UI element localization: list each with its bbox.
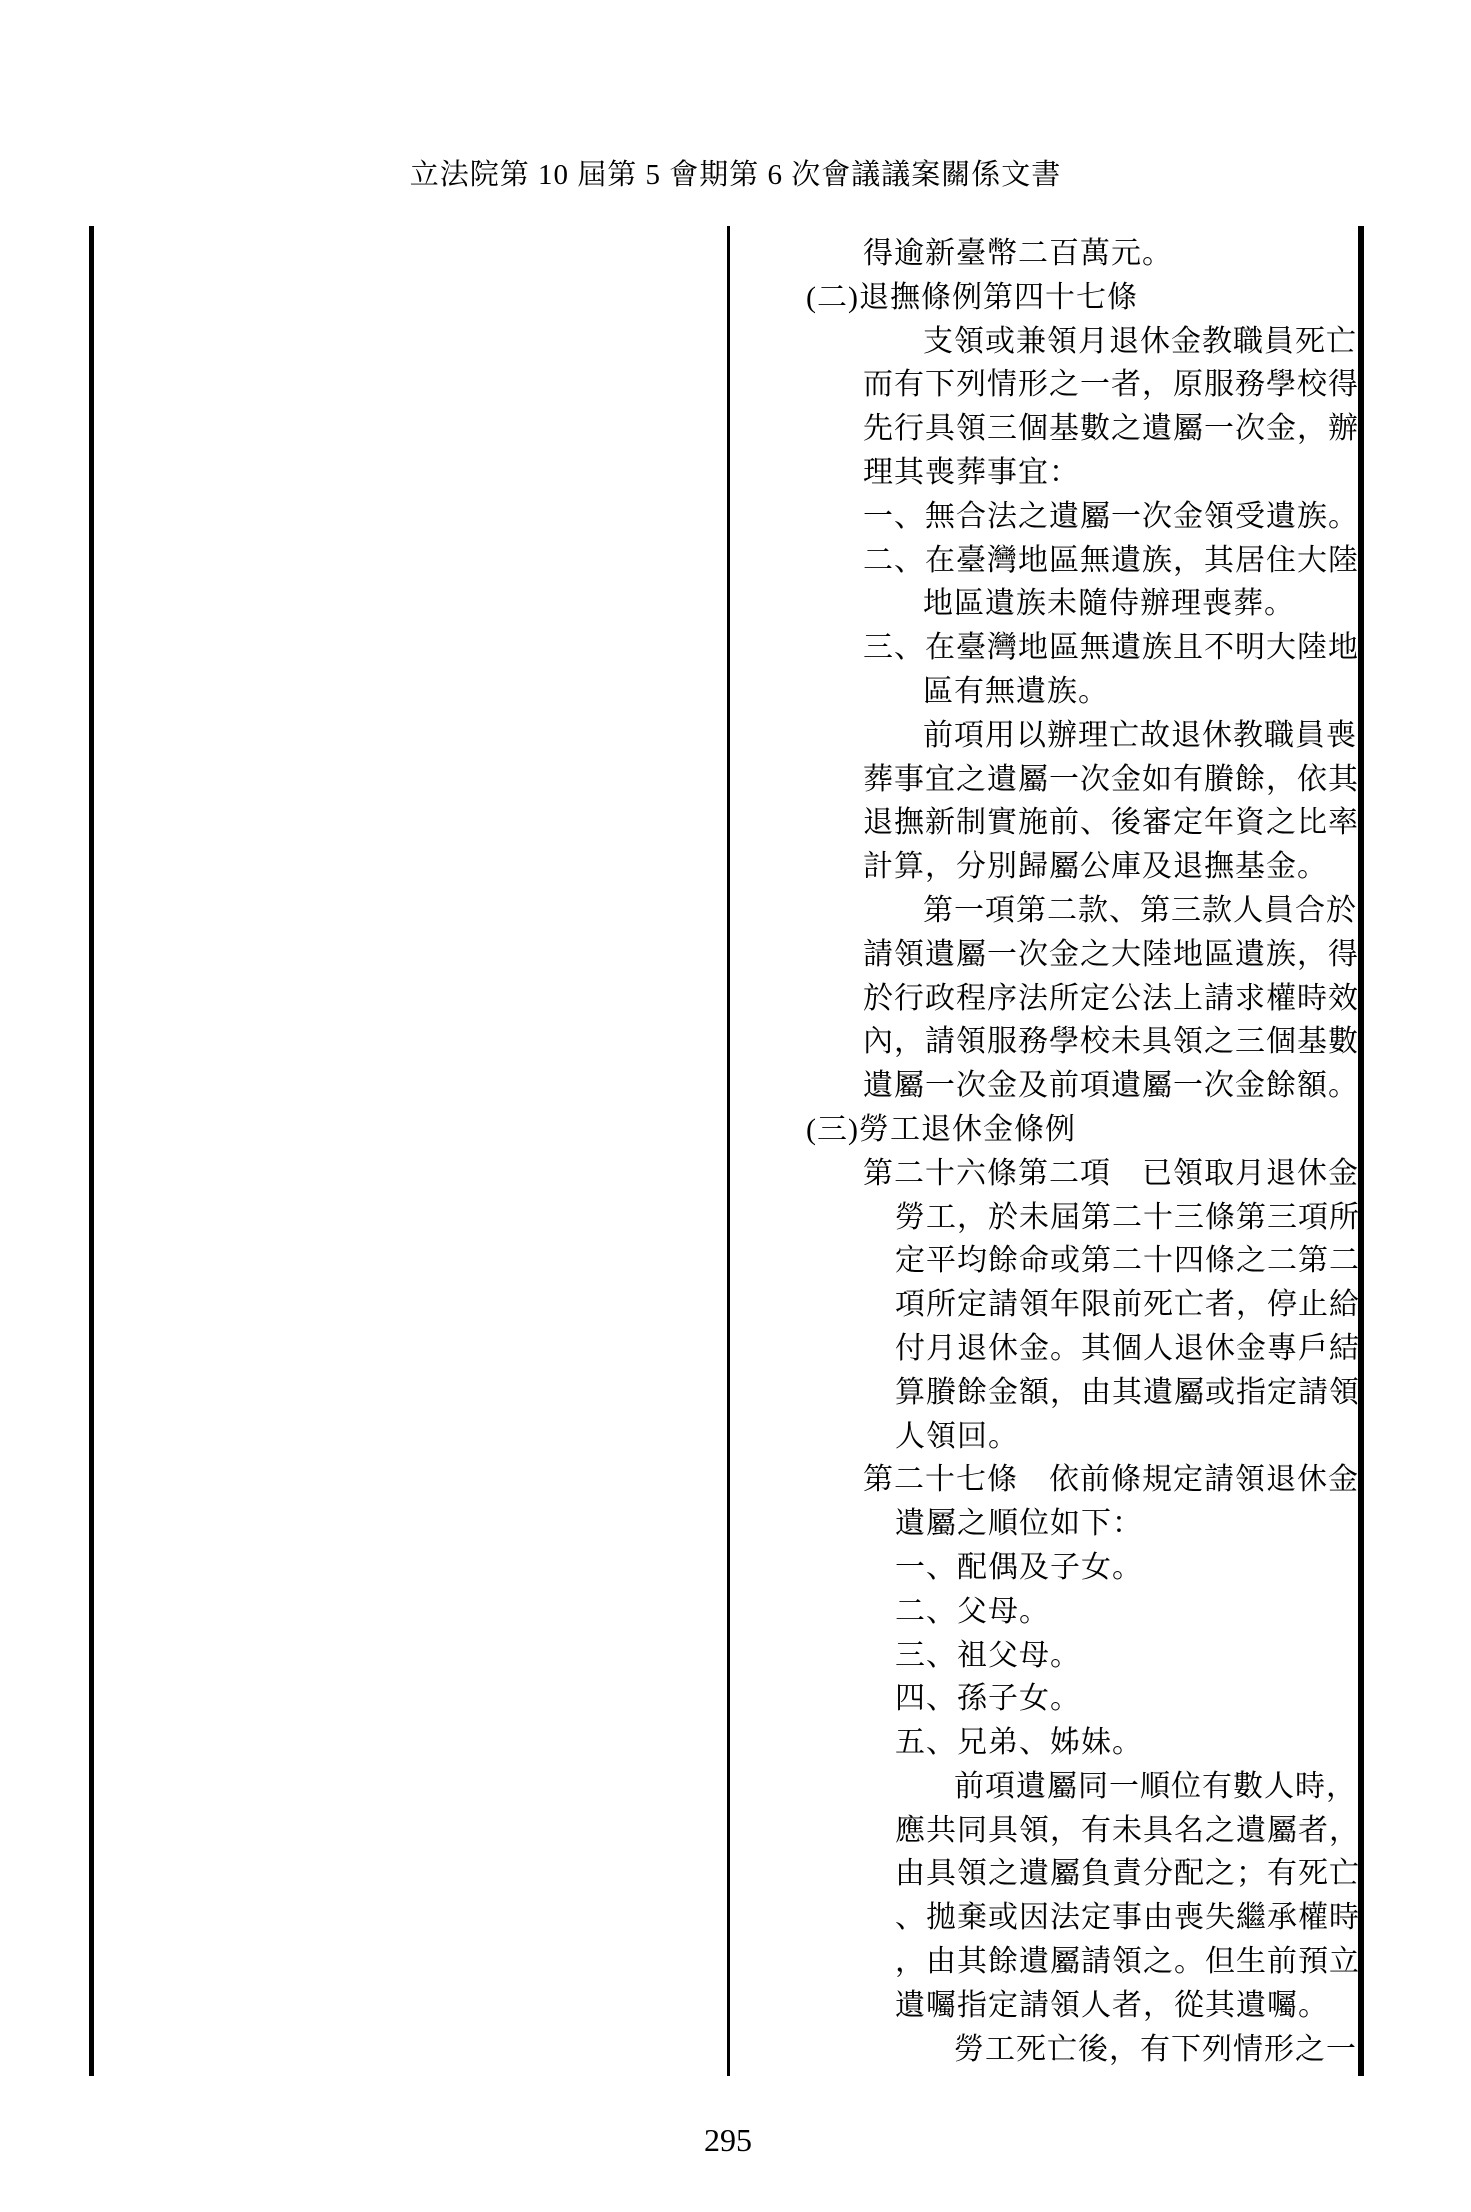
text-line: 請領遺屬一次金之大陸地區遺族，得 bbox=[863, 937, 1359, 971]
text-line: 一、配偶及子女。 bbox=[895, 1550, 1143, 1584]
text-line: 得逾新臺幣二百萬元。 bbox=[863, 237, 1173, 270]
text-line: 一、無合法之遺屬一次金領受遺族。 bbox=[863, 499, 1359, 533]
text-line: 第二十七條 依前條規定請領退休金 bbox=[863, 1463, 1359, 1497]
page-header: 立法院第 10 屆第 5 會期第 6 次會議議案關係文書 bbox=[409, 159, 1062, 191]
text-line: 第一項第二款、第三款人員合於 bbox=[923, 893, 1357, 927]
text-line: 算賸餘金額，由其遺屬或指定請領 bbox=[895, 1375, 1360, 1409]
text-line: 遺屬之順位如下： bbox=[895, 1507, 1143, 1541]
text-line: 由具領之遺屬負責分配之；有死亡 bbox=[895, 1857, 1360, 1891]
text-line: 前項遺屬同一順位有數人時， bbox=[954, 1769, 1357, 1803]
column-divider bbox=[727, 226, 730, 2076]
text-line: 勞工，於未屆第二十三條第三項所 bbox=[895, 1200, 1360, 1234]
text-line: 項所定請領年限前死亡者，停止給 bbox=[895, 1288, 1360, 1322]
text-line: 定平均餘命或第二十四條之二第二 bbox=[895, 1244, 1360, 1278]
text-line: 計算，分別歸屬公庫及退撫基金。 bbox=[863, 850, 1328, 884]
text-line: 地區遺族未隨侍辦理喪葬。 bbox=[923, 587, 1295, 621]
text-line: 付月退休金。其個人退休金專戶結 bbox=[895, 1331, 1360, 1365]
document-text-column bbox=[806, 232, 1366, 2071]
text-line: (三)勞工退休金條例 bbox=[806, 1112, 1076, 1146]
text-line: 先行具領三個基數之遺屬一次金，辦 bbox=[863, 412, 1359, 446]
text-line: 遺屬一次金及前項遺屬一次金餘額。 bbox=[863, 1069, 1359, 1103]
text-line: 遺囑指定請領人者，從其遺囑。 bbox=[895, 1988, 1329, 2022]
text-line: 前項用以辦理亡故退休教職員喪 bbox=[923, 718, 1357, 752]
text-line: 三、在臺灣地區無遺族且不明大陸地 bbox=[863, 631, 1359, 665]
text-line: 三、祖父母。 bbox=[895, 1638, 1081, 1672]
column-border-left bbox=[89, 226, 94, 2076]
text-line: 區有無遺族。 bbox=[923, 674, 1109, 708]
text-line: 支領或兼領月退休金教職員死亡 bbox=[923, 324, 1357, 358]
text-line: 、拋棄或因法定事由喪失繼承權時 bbox=[895, 1901, 1360, 1935]
text-line: ，由其餘遺屬請領之。但生前預立 bbox=[895, 1945, 1360, 1979]
text-line: 退撫新制實施前、後審定年資之比率 bbox=[863, 806, 1359, 840]
text-line: 勞工死亡後，有下列情形之一 bbox=[954, 2032, 1357, 2066]
text-line: 二、父母。 bbox=[895, 1594, 1050, 1628]
text-line: 於行政程序法所定公法上請求權時效 bbox=[863, 981, 1359, 1015]
text-line: 四、孫子女。 bbox=[895, 1682, 1081, 1716]
text-line: 二、在臺灣地區無遺族，其居住大陸 bbox=[863, 543, 1359, 577]
page-number: 295 bbox=[704, 2122, 752, 2158]
text-line: 內，請領服務學校未具領之三個基數 bbox=[863, 1025, 1359, 1059]
text-line: 人領回。 bbox=[895, 1419, 1019, 1453]
text-line: (二)退撫條例第四十七條 bbox=[806, 280, 1138, 314]
text-line: 葬事宜之遺屬一次金如有賸餘，依其 bbox=[863, 762, 1359, 796]
text-line: 理其喪葬事宜： bbox=[863, 455, 1080, 489]
text-line: 應共同具領，有未具名之遺屬者， bbox=[895, 1813, 1360, 1847]
text-line: 而有下列情形之一者，原服務學校得 bbox=[863, 368, 1359, 402]
text-line: 第二十六條第二項 已領取月退休金 bbox=[863, 1156, 1359, 1190]
text-line: 五、兄弟、姊妹。 bbox=[895, 1726, 1143, 1760]
